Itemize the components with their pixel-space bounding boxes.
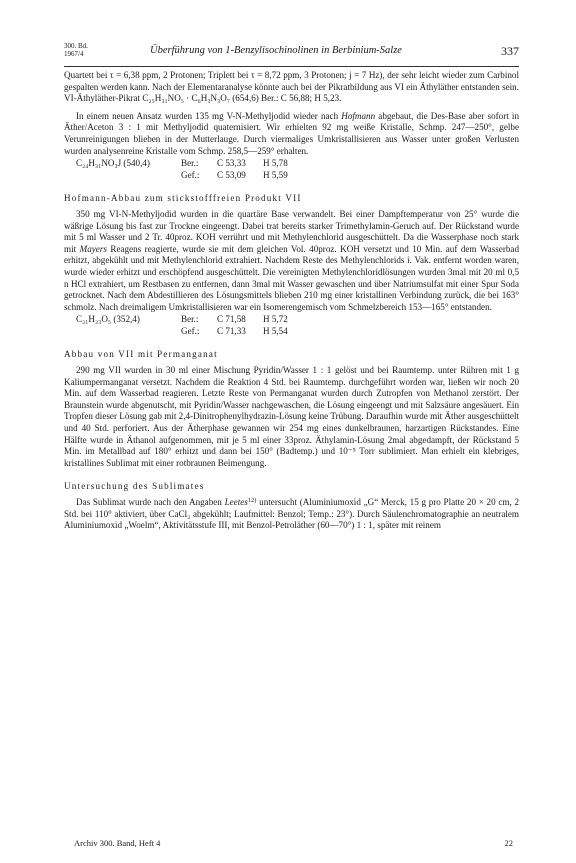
section-heading-permanganate: Abbau von VII mit Permanganat	[64, 349, 218, 360]
author-name: Leetes	[224, 497, 248, 507]
paragraph-new-batch: In einem neuen Ansatz wurden 135 mg V-N-Methyljodid wieder nach Hofmann abgebaut, die Des-Base aber sofort in Äther/Aceton 3 : 1 mit Methyljodid quaternisiert. Wir erhielten 92 mg weiße Kristalle, Schmp. 247—250°, gelbe Verunreinigungen blieben in der Mutterlauge. Durch viermaliges Umkristallisieren aus Wasser unter großen Verlusten wurden analysenreine Kristalle vom Schmp. 258,5—259° erhalten.	[64, 110, 519, 156]
reference-marker: 12)	[247, 497, 257, 504]
volume-number: 300. Bd.	[64, 42, 88, 50]
formula: C₂₄H₃₁NO₃J (540,4)	[76, 158, 150, 169]
elemental-analysis-1: C₂₄H₃₁NO₃J (540,4) Ber.: C 53,33 H 5,78 Gef.: C 53,09 H 5,59	[76, 158, 288, 180]
page-number: 337	[501, 44, 519, 58]
volume-info	[64, 42, 88, 58]
author-name: Mayers	[79, 243, 107, 254]
volume-year-issue: 1967/4	[64, 50, 84, 58]
author-name: Hofmann	[341, 110, 376, 121]
running-header	[64, 40, 519, 67]
journal-reference: Archiv 300. Band, Heft 4	[74, 838, 161, 848]
document-page	[64, 40, 519, 848]
formula: C₂₁H₂₃O₅ (352,4)	[76, 314, 140, 325]
paragraph-hofmann: 350 mg VI-N-Methyljodid wurden in die quartäre Base verwandelt. Bei einer Dampftemperatur von 25° wurde die wäßrige Lösung bis fast zur Trockne eingeengt. Dabei trat bereits starker Trimethylamin-Geruch auf. Der Rückstand wurde mit 5 ml Wasser und 2 Tr. 40proz. KOH verrührt und mit Methylenchlorid ausgeschüttelt. Da die Wasserphase noch stark mit Mayers Reagens reagierte, wurde sie mit dem gleichen Vol. 40proz. KOH versetzt und 10 Min. auf dem Wasserbad erhitzt, abgekühlt und mit Methylenchlorid extrahiert. Nachdem Reste des Methylenchlorids i. Vak. entfernt worden waren, wurde wieder erhitzt und erschöpfend ausgeschüttelt. Die vereinigten Methylenchloridlösungen wurden 3mal mit 20 ml 0,5 n HCl extrahiert, um Restbasen zu entfernen, dann 3mal mit Wasser gewaschen und über Natriumsulfat mit einer Spur Soda getrocknet. Nach dem Abdestillieren des Lösungsmittels blieben 210 mg einer kristallinen Verbindung zurück, die bei 163° schmolz. Nach dreimaligem Umkristallisieren war ein Isomerengemisch vom Schmelzbereich 153—165° entstanden.	[64, 208, 519, 312]
section-heading-sublimate: Untersuchung des Sublimates	[64, 481, 205, 492]
running-title: Überführung von 1-Benzylisochinolinen in Berbinium-Salze	[150, 45, 402, 56]
page-body	[64, 70, 519, 532]
section-heading-hofmann: Hofmann-Abbau zum stickstofffreien Produkt VII	[64, 193, 302, 204]
paragraph-sublimate: Das Sublimat wurde nach den Angaben Leetes$^{12)}$ untersucht (Aluminiumoxid „G“ Merck, 15 g pro Platte 20 × 20 cm, 2 Std. bei 110° aktiviert, über CaCl₂ abgekühlt; Laufmittel: Benzol; Temp.: 23°). Durch Säulenchromatographie an neutralem Aluminiumoxid „Woelm“, Aktivitätsstufe III, mit Benzol-Petroläther (60—70°) 1 : 1, später mit reinem	[64, 497, 519, 531]
signature-number: 22	[504, 838, 513, 848]
paragraph-permanganate: 290 mg VII wurden in 30 ml einer Mischung Pyridin/Wasser 1 : 1 gelöst und bei Raumtemp. unter Rühren mit 1 g Kaliumpermanganat versetzt. Nachdem die Reaktion 4 Std. bei Raumtemp. durchgeführt worden war, ließen wir noch 20 Min. auf dem Wasserbad reagieren. Letzte Reste von Permanganat wurden durch Zutropfen von Methanol zerstört. Der Braunstein wurde abgenutscht, mit Pyridin/Wasser nachgewaschen, die Lösung eingeengt und mit Salzsäure angesäuert. Ein Tropfen dieser Lösung gab mit 2,4-Dinitrophenylhydrazin-Lösung keine Trübung. Daraufhin wurde mit Äther ausgeschüttelt und 40 Std. perforiert. Aus der Ätherphase gewannen wir 254 mg eines dunkelbraunen, harzartigen Rückstandes. Eine Hälfte wurde in Äthanol aufgenommen, mit je 5 ml einer 33proz. Äthylamin-Lösung 2mal abgedampft, der Rückstand 5 Min. im Metallbad auf 180° erhitzt und dann bei 150° (Badtemp.) und 10⁻⁵ Torr sublimiert. Man erhielt ein klebriges, kristallines Sublimat mit einer rotbraunen Beimengung.	[64, 365, 519, 468]
elemental-analysis-2: C₂₁H₂₃O₅ (352,4) Ber.: C 71,58 H 5,72 Gef.: C 71,33 H 5,54	[76, 314, 288, 336]
paragraph-picrate: Quartett bei τ = 6,38 ppm, 2 Protonen; Triplett bei τ = 8,72 ppm, 3 Protonen; j = 7 Hz), der sehr leicht wieder zum Carbinol gespalten werden kann. Nach der Elementaranalyse könnte auch bei der Pikratbildung aus VI ein Äthyläther entstanden sein. VI-Äthyläther-Pikrat C₂₅H₃₁NO₅ · C₆H₃N₃O₇ (654,6) Ber.: C 56,88; H 5,23.	[64, 70, 519, 104]
